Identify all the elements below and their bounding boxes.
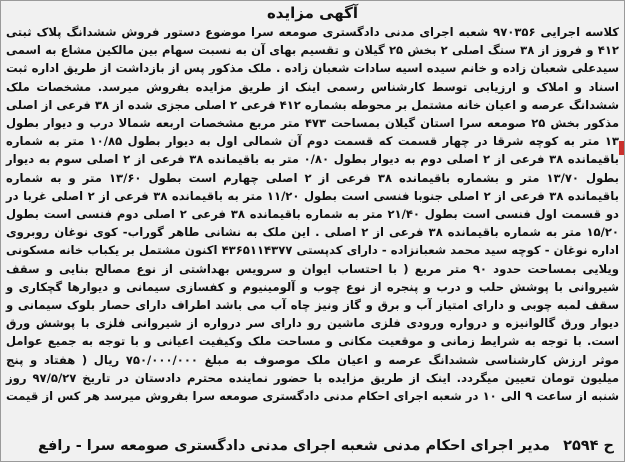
notice-body: کلاسه اجرایی ۹۷۰۳۵۶ شعبه اجرای مدنی دادگستری صومعه سرا موضوع دستور فروش ششدانگ پلاک ثبتی ۴۱۲ و فروز از ۳۸ سنگ اصلی ۲ بخش ۲۵ گیلان و تقسیم بهای آن به نسبت سهام بین مالکین مشاع به اسمی سیدعلی شعبان زاده و خانم سیده اسیه سادات شعبان زاده . ملک مذکور پس از بازداشت از طریق اداره ثبت اسناد و املاک و ارزیابی توسط کارشناس رسمی اینک از طریق مزایده بفروش میرسد. مشخصات ملک ششدانگ عرصه و اعیان خانه مشتمل بر محوطه بشماره ۴۱۲ فرعی ۲ اصلی مجزی شده از ۳۸ فرعی از اصلی مذکور بخش ۲۵ صومعه سرا استان گیلان بمساحت ۴۷۳ متر مربع مشخصات اربعه شمالا درب و دیوار بطول ۱۳ متر به کوچه شرقا در چهار قسمت که قسمت دوم آن شمالی اول به دیوار بطول ۱۰/۸۵ متر به شماره باقیمانده ۳۸ فرعی از ۲ اصلی دوم به دیوار بطول ۰/۸۰ متر به باقیمانده ۳۸ فرعی از ۲ اصلی سوم به دیوار بطول ۱۳/۷۰ متر و بشماره باقیمانده ۳۸ فرعی از ۲ اصلی چهارم است بطول ۱۳/۶۰ متر و به شماره باقیمانده ۳۸ فرعی از ۲ اصلی جنوبا فنسی است بطول ۱۱/۲۰ متر به باقیمانده ۳۸ فرعی از ۲ اصلی غربا در دو قسمت اول فنسی است بطول ۲۱/۴۰ متر به شماره باقیمانده ۳۸ فرعی ۲ اصلی دوم فنسی است بطول ۱۵/۲۰ متر به شماره باقیمانده ۳۸ فرعی از ۲ اصلی . این ملک به نشانی طاهر گوراب- کوی نوغان روبروی اداره نوغان - کوچه سید محمد شعبانزاده - دارای کدپستی ۴۳۶۵۱۱۴۳۷۷ اکنون مشتمل بر یکباب خانه مسکونی ویلایی بمساحت حدود ۹۰ متر مربع ( با احتساب ایوان و سرویس بهداشتی از نوع مصالح بنایی و سقف شیروانی با پوشش حلب و درب و پنجره از نوع چوب و آلومینیوم و کفسازی سیمانی و دیوارها گچکاری و سقف لمبه چوبی و دارای امتیاز آب و برق و گاز ونیز چاه آب می باشد اطراف دارای حصار بلوک سیمانی و دیوار ورق گالوانیزه و درواره ورودی فلزی ماشین رو دارای سر درواره از شیروانی فلزی با پوشش ورق است. با توجه به شرایط زمانی و موقعیت مکانی و مساحت ملک وکیفیت اعیانی و با توجه به جمیع عوامل موثر ارزش کارشناسی ششدانگ عرصه و اعیان ملک موصوف به مبلغ ۷۵۰/۰۰۰/۰۰۰ ریال ( هفتاد و پنج میلیون تومان تعیین میگردد. اینک از طریق مزایده با حضور نماینده محترم دادستان در تاریخ ۹۷/۵/۲۷ روز شنبه از ساعت ۹ الی ۱۰ در شعبه اجرای احکام مدنی دادگستری صومعه سرا بفروش میرسد هر کس از قیمت	[6, 25, 620, 404]
notice-footer	[1, 437, 624, 455]
notice-code: ح ۲۵۹۴	[563, 438, 614, 454]
notice-signature: مدیر اجرای احکام مدنی شعبه اجرای مدنی دادگستری صومعه سرا - رافع	[37, 438, 551, 454]
edge-mark	[619, 141, 624, 155]
notice-title: آگهی مزایده	[266, 4, 359, 22]
